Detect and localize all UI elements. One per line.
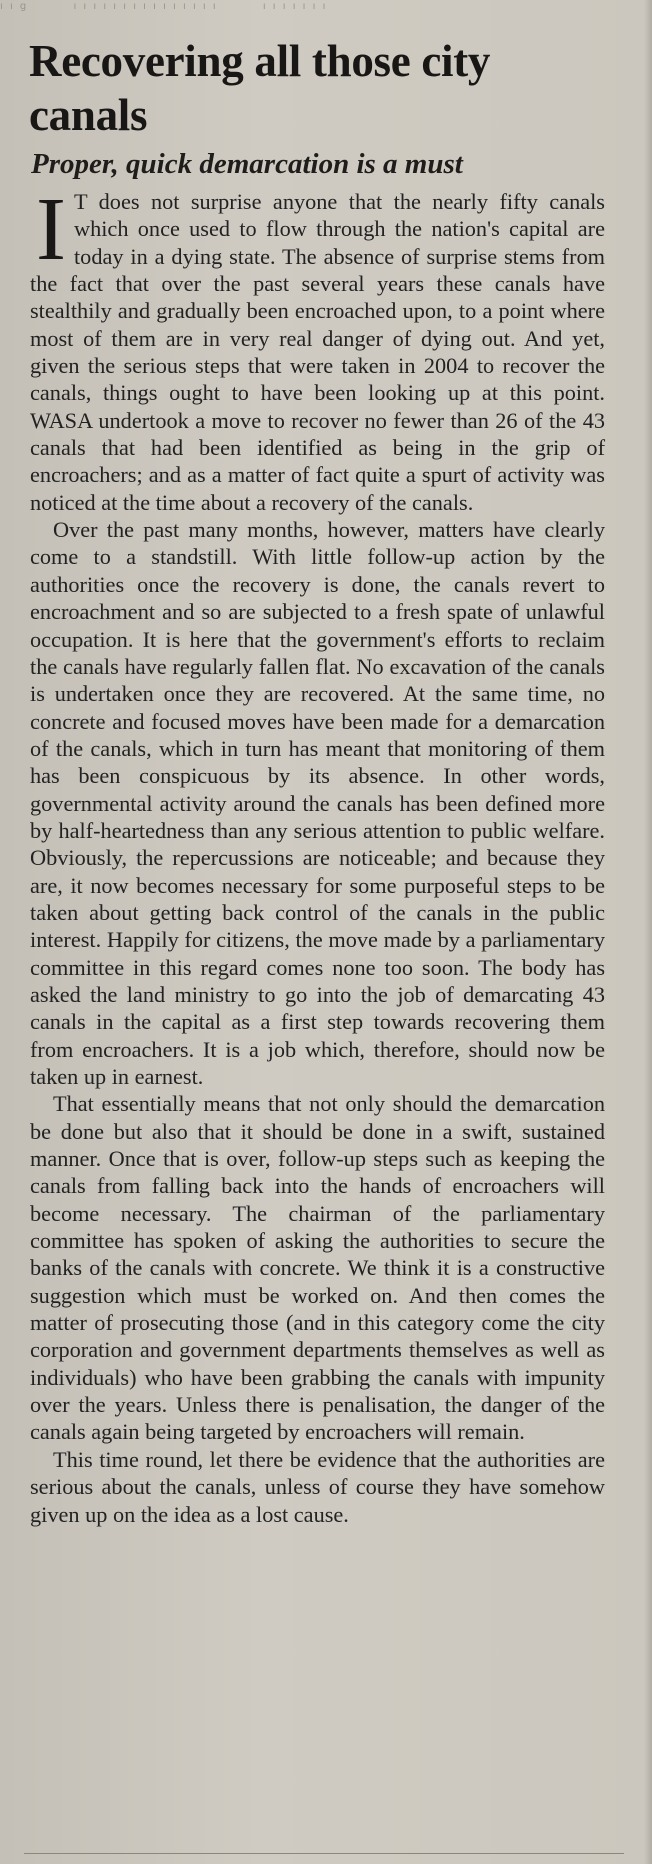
paragraph-1-text: T does not surprise anyone that the nearly fifty canals which once used to flow through the nation's capital are today in a dying state. The absence of surprise stems from the fact that over the past several years these canals have stealthily and gradually been encroached upon, to a point where most of them are in very real danger of dying out. And yet, given the serious steps that were taken in 2004 to recover the canals, things ought to have been looking up at this point. WASA undertook a move to recover no fewer than 26 of the 43 canals that had been identified as being in the grip of encroachers; and as a matter of fact quite a spurt of activity was noticed at the time about a recovery of the canals. [30,189,605,515]
drop-cap: I [36,180,66,279]
page-edge-shadow [644,0,652,1864]
paragraph-2: Over the past many months, however, matters have clearly come to a standstill. With little follow-up action by the authorities once the recovery is done, the canals revert to encroachment and so are subjected to a fresh spate of unlawful occupation. It is here that the government's efforts to reclaim the canals have regularly fallen flat. No excavation of the canals is undertaken once they are recovered. At the same time, no concrete and focused moves have been made for a demarcation of the canals, which in turn has meant that monitoring of them has been conspicuous by its absence. In other words, governmental activity around the canals has been defined more by half-heartedness than any serious attention to public welfare. Obviously, the repercussions are noticeable; and because they are, it now becomes necessary for some purposeful steps to be taken about getting back control of the canals in the public interest. Happily for citizens, the move made by a parliamentary committee in this regard comes none too soon. The body has asked the land ministry to go into the job of demarcating 43 canals in the capital as a first step towards recovering them from encroachers. It is a job which, therefore, should now be taken up in earnest. [30,517,605,1089]
header-fragment: ı ı ı ı ı ı ı [262,1,328,12]
cropped-header-text [0,0,652,18]
editorial-body [30,180,605,1528]
bottom-rule [24,1853,624,1854]
paragraph-3: That essentially means that not only should the demarcation be done but also that it should be done in a swift, sustained manner. Once that is over, follow-up steps such as keeping the canals from falling back into the hands of encroachers will become necessary. The chairman of the parliamentary committee has spoken of asking the authorities to secure the banks of the canals with concrete. We think it is a constructive suggestion which must be worked on. And then comes the matter of prosecuting those (and in this category come the city corporation and government departments themselves as well as individuals) who have been grabbing the canals with impunity over the years. Unless there is penalisation, the danger of the canals again being targeted by encroachers will remain. [30,1091,605,1445]
header-fragment: ı ı ı ı ı ı ı ı ı ı ı ı ı ı ı [73,1,218,12]
header-fragment: ı ı g [0,1,29,12]
headline: Recovering all those city canals [29,36,491,140]
paragraph-1 [30,180,605,516]
paragraph-4: This time round, let there be evidence that the authorities are serious about the canals, unless of course they have somehow given up on the idea as a lost cause. [30,1446,605,1527]
subheadline: Proper, quick demarcation is a must [31,148,463,180]
